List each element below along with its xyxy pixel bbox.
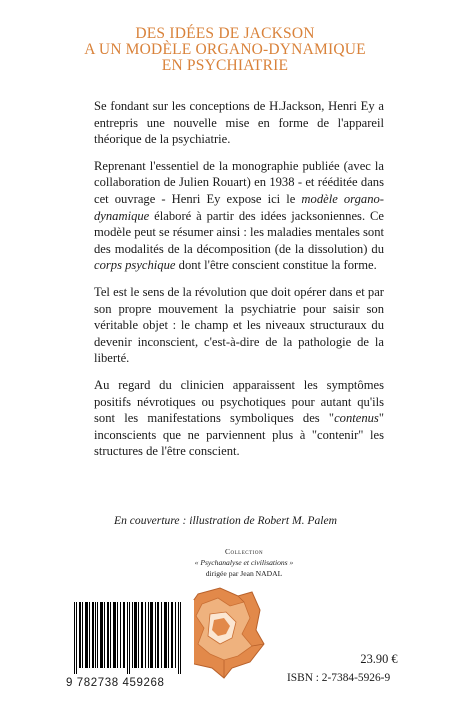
title-line-2: A UN MODÈLE ORGANO-DYNAMIQUE: [84, 41, 366, 58]
paragraph-2-part-a: Reprenant l'essentiel de la monographie publiée (avec la collaboration de Julien Rouart) en 1938 - et rééditée dans cet ouvrage - Henri Ey expose ici le: [94, 158, 384, 206]
paragraph-2-part-e: dont l'être conscient constitue la forme.: [175, 258, 377, 273]
collection-info: [159, 546, 329, 579]
collection-label: Collection: [224, 547, 264, 556]
paragraph-1: Se fondant sur les conceptions de H.Jackson, Henri Ey a entrepris une nouvelle mise en forme de l'appareil théorique de la psychiatrie.: [94, 99, 384, 147]
paragraph-3: Tel est le sens de la révolution que doit opérer dans et par son propre mouvement la psychiatrie pour saisir son véritable objet : le champ et les niveaux structuraux du devenir inconscient, c'est-à-dire de la pathologie de la liberté.: [94, 284, 384, 366]
title-line-1: DES IDÉES DE JACKSON: [135, 25, 315, 42]
paragraph-4-part-c: " inconscients que ne parviennent plus à "contenir" les structures de l'être conscient.: [94, 411, 384, 459]
cover-credit: En couverture : illustration de Robert M. Palem: [114, 514, 338, 527]
paragraph-4: [94, 377, 384, 460]
paragraph-2-part-c: élaboré à partir des idées jacksoniennes. Ce modèle peut se résumer ainsi : les maladies mentales sont des modalités de la décomposition (de la dissolution) du: [94, 208, 384, 256]
price: 23.90 €: [360, 652, 398, 666]
isbn: ISBN : 2-7384-5926-9: [287, 672, 391, 684]
barcode: [66, 600, 194, 688]
emphasis-contenus: contenus: [334, 411, 379, 426]
paragraph-2: [94, 158, 384, 274]
collection-name: « Psychanalyse et civilisations »: [194, 558, 294, 567]
back-cover-text: [94, 98, 384, 470]
title-line-3: EN PSYCHIATRIE: [161, 57, 289, 74]
emphasis-modele: modèle organo-dynamique: [94, 191, 384, 223]
emphasis-corps: corps psychique: [94, 258, 176, 273]
book-title: [60, 26, 390, 74]
barcode-digits: 9 782738 459268: [66, 677, 165, 689]
paragraph-4-part-a: Au regard du clinicien apparaissent les symptômes positifs névrotiques ou psychotiques pour autant qu'ils sont les manifestations symboliques des ": [94, 377, 384, 426]
collection-director: dirigée par Jean NADAL: [205, 569, 283, 578]
barcode-icon: [66, 600, 194, 678]
